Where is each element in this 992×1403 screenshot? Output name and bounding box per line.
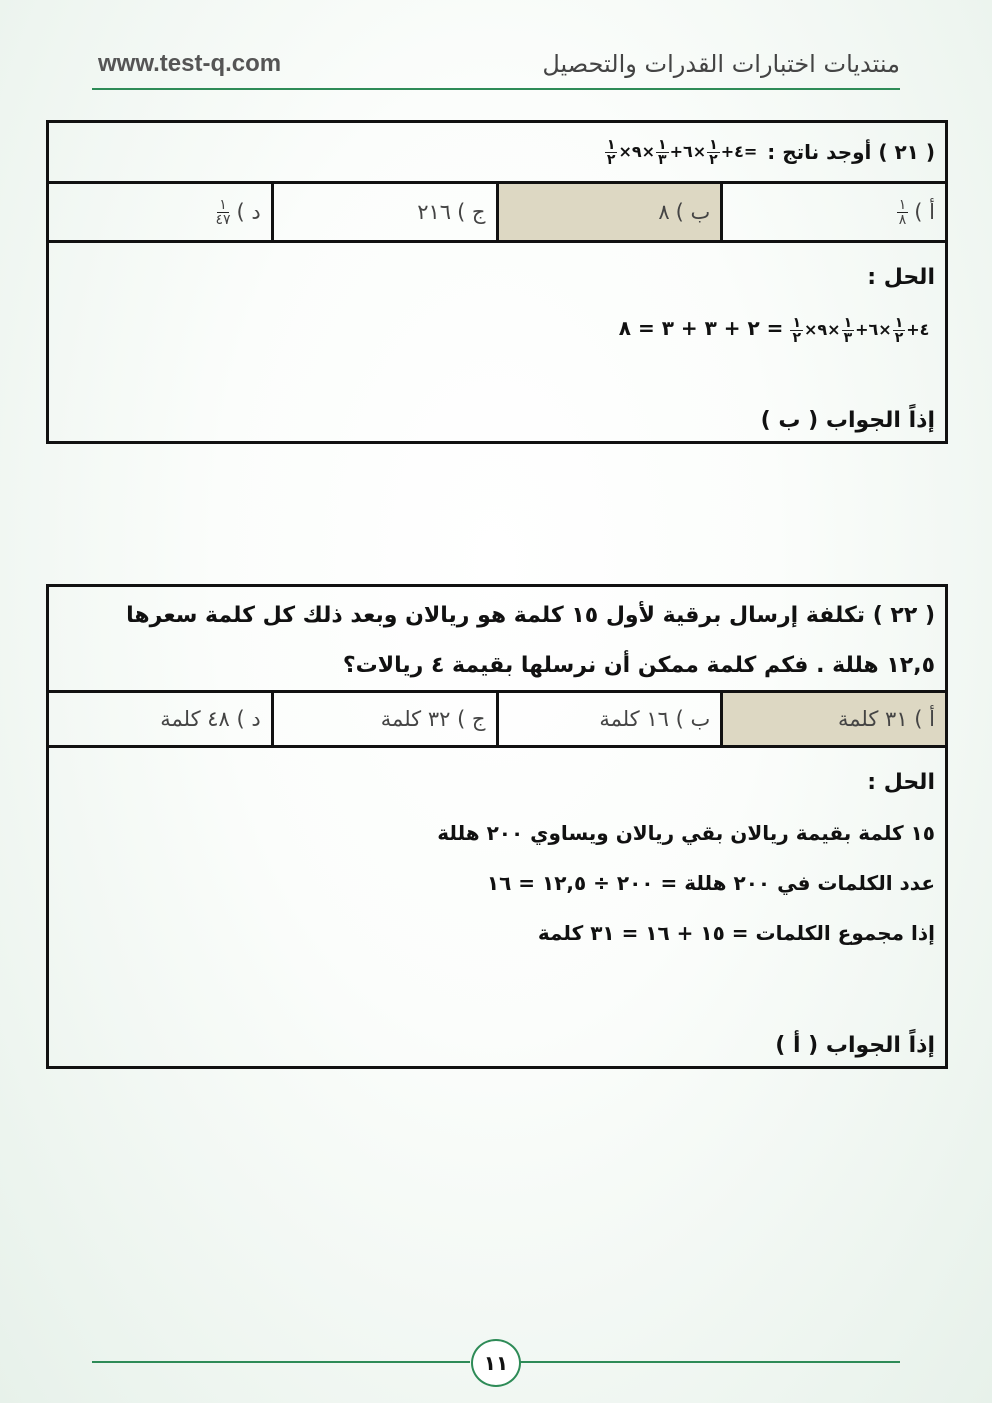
header-divider: [92, 88, 900, 90]
question-22-box: [46, 584, 948, 1069]
question-22-options: [49, 693, 945, 748]
option-d[interactable]: د ) ٤٨ كلمة: [160, 707, 261, 731]
site-url: www.test-q.com: [98, 50, 282, 77]
option-b-selected[interactable]: ب ) ٨: [496, 184, 721, 240]
solution-step-3: إذا مجموع الكلمات = ١٥ + ١٦ = ٣١ كلمة: [537, 921, 935, 945]
question-21-options: [49, 184, 945, 243]
option-c[interactable]: ج ) ٢١٦: [271, 184, 496, 240]
question-22-line-2: ١٢,٥ هللة . فكم كلمة ممكن أن نرسلها بقيمة ٤ ريالات؟: [342, 653, 935, 678]
option-a-selected[interactable]: أ ) ٣١ كلمة: [720, 693, 945, 745]
solution-label: الحل :: [867, 770, 935, 795]
solution-equation: $\frac{١}{٢}$ ×٤+ $\frac{١}{٢}$ ×٦+ $\frac{١}{٣}$ ×٩ = ٢ + ٣ + ٣ = ٨: [618, 315, 930, 346]
solution-label: الحل :: [867, 265, 935, 290]
page-number: ١١: [471, 1339, 521, 1387]
question-21-box: [46, 120, 948, 444]
question-22-line-1: ( ٢٢ ) تكلفة إرسال برقية لأول ١٥ كلمة هو ريالان وبعد ذلك كل كلمة سعرها: [126, 603, 935, 628]
option-b[interactable]: ب ) ١٦ كلمة: [496, 693, 721, 745]
question-22-solution: [49, 748, 945, 1066]
question-21-expression: $\frac{١}{٢}$ ×٤+ $\frac{١}{٢}$ ×٦+ $\frac{١}{٣}$ ×٩ =: [606, 136, 758, 168]
answer-line: إذاً الجواب ( ب ): [760, 408, 935, 433]
question-21-prompt: [49, 123, 945, 184]
solution-step-2: عدد الكلمات في ٢٠٠ هللة = ٢٠٠ ÷ ١٢,٥ = ١٦: [486, 871, 935, 895]
question-22-prompt: [49, 587, 945, 693]
option-c[interactable]: ج ) ٣٢ كلمة: [271, 693, 496, 745]
footer-divider-right: [519, 1361, 900, 1363]
option-d[interactable]: د ) $\frac{١}{٤٧}$: [215, 196, 261, 228]
header-title: منتديات اختبارات القدرات والتحصيل: [542, 50, 900, 78]
question-21-solution: [49, 243, 945, 441]
question-21-text: ( ٢١ ) أوجد ناتج :: [767, 140, 935, 164]
option-a[interactable]: أ ) $\frac{١}{٨}$: [720, 184, 945, 240]
answer-line: إذاً الجواب ( أ ): [775, 1033, 935, 1058]
footer-divider-left: [92, 1361, 470, 1363]
solution-step-1: ١٥ كلمة بقيمة ريالان بقي ريالان ويساوي ٢٠٠ هللة: [437, 821, 935, 845]
